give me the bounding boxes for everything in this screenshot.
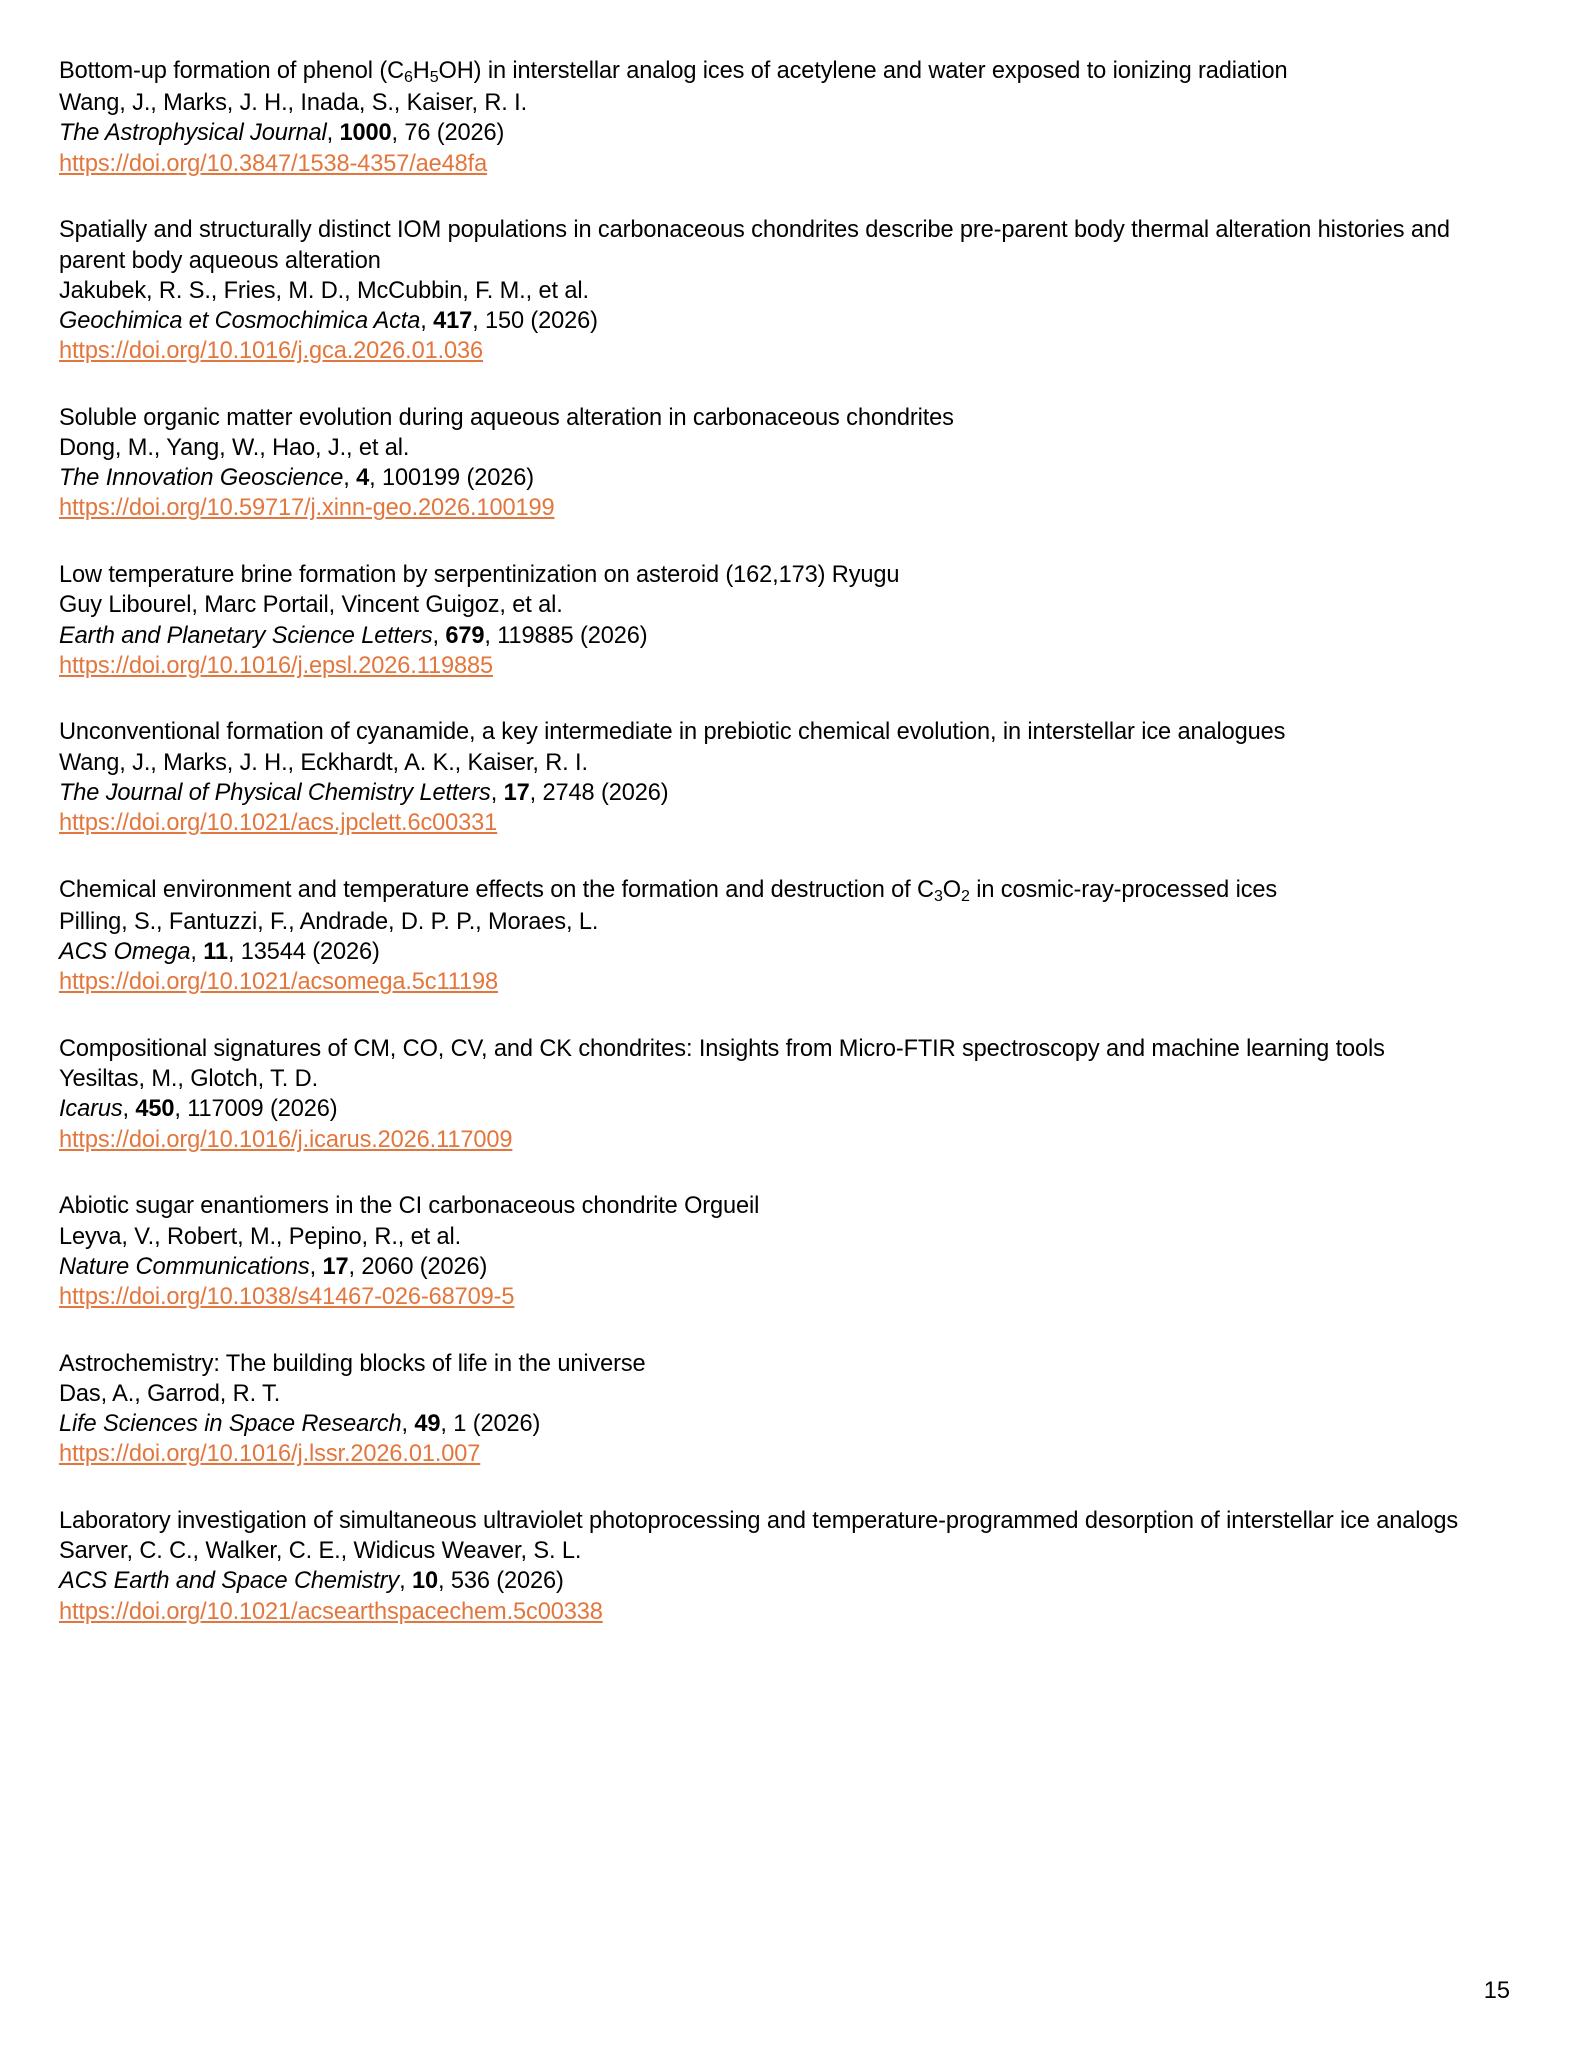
reference-doi-line bbox=[59, 1439, 1512, 1469]
subscript: 5 bbox=[429, 68, 439, 87]
journal-pages-year: , 536 (2026) bbox=[437, 1568, 564, 1595]
journal-pages-year: , 100199 (2026) bbox=[369, 465, 534, 492]
reference-doi-line bbox=[59, 149, 1512, 179]
journal-name: ACS Omega bbox=[59, 939, 191, 966]
reference-authors: Wang, J., Marks, J. H., Inada, S., Kaiser, R. I. bbox=[59, 90, 528, 117]
journal-volume: 1000 bbox=[339, 120, 392, 147]
journal-volume: 49 bbox=[414, 1411, 441, 1438]
reference-doi-line bbox=[59, 1125, 1512, 1155]
reference-doi-line bbox=[59, 651, 1512, 681]
reference-authors: Dong, M., Yang, W., Hao, J., et al. bbox=[59, 435, 410, 462]
journal-name: Earth and Planetary Science Letters bbox=[59, 622, 433, 649]
journal-pages-year: , 117009 (2026) bbox=[174, 1096, 338, 1123]
journal-volume: 10 bbox=[411, 1568, 438, 1595]
doi-link[interactable]: https://doi.org/10.1016/j.gca.2026.01.036 bbox=[59, 338, 484, 365]
reference-authors: Guy Libourel, Marc Portail, Vincent Guigoz, et al. bbox=[59, 592, 563, 619]
reference-entry bbox=[59, 717, 1512, 838]
reference-journal: The Innovation Geoscience, 4, 100199 (2026) bbox=[59, 465, 534, 492]
reference-title: Chemical environment and temperature effects on the formation and destruction of $C_3O_2$ in cosmic-ray-processed ices bbox=[59, 876, 1278, 906]
journal-pages-year: , 2748 (2026) bbox=[529, 779, 669, 806]
journal-volume: 450 bbox=[135, 1096, 175, 1123]
journal-name: Icarus bbox=[59, 1096, 123, 1123]
doi-link[interactable]: https://doi.org/10.59717/j.xinn-geo.2026.100199 bbox=[59, 495, 555, 522]
doi-link[interactable]: https://doi.org/10.1016/j.icarus.2026.117009 bbox=[59, 1126, 513, 1153]
reference-entry bbox=[59, 560, 1512, 681]
reference-doi-line bbox=[59, 808, 1512, 838]
journal-pages-year: , 119885 (2026) bbox=[484, 622, 648, 649]
reference-list bbox=[59, 56, 1512, 1627]
journal-volume: 679 bbox=[445, 622, 485, 649]
reference-journal: Geochimica et Cosmochimica Acta, 417, 150 (2026) bbox=[59, 307, 598, 334]
doi-link[interactable]: https://doi.org/10.1016/j.epsl.2026.119885 bbox=[59, 652, 493, 679]
reference-doi-line bbox=[59, 1282, 1512, 1312]
reference-journal: ACS Earth and Space Chemistry, 10, 536 (2026) bbox=[59, 1568, 564, 1595]
page-number: 15 bbox=[1483, 1978, 1510, 2004]
journal-pages-year: , 76 (2026) bbox=[391, 120, 505, 147]
reference-authors: Das, A., Garrod, R. T. bbox=[59, 1380, 281, 1407]
reference-title: Bottom-up formation of phenol $(C_6H_5OH)$ in interstellar analog ices of acetylene and water exposed to ionizing radiation bbox=[59, 58, 1288, 87]
reference-authors: Sarver, C. C., Walker, C. E., Widicus Weaver, S. L. bbox=[59, 1538, 582, 1565]
journal-pages-year: , 13544 (2026) bbox=[227, 939, 380, 966]
doi-link[interactable]: https://doi.org/10.1021/acs.jpclett.6c00331 bbox=[59, 810, 498, 837]
reference-doi-line bbox=[59, 493, 1512, 523]
reference-title: Compositional signatures of CM, CO, CV, and CK chondrites: Insights from Micro-FTIR spectroscopy and machine learning tools bbox=[59, 1036, 1385, 1063]
journal-volume: 417 bbox=[433, 307, 473, 334]
journal-volume: 17 bbox=[503, 779, 530, 806]
reference-journal: The Astrophysical Journal, 1000, 76 (2026) bbox=[59, 120, 505, 147]
reference-authors: Pilling, S., Fantuzzi, F., Andrade, D. P. P., Moraes, L. bbox=[59, 908, 599, 935]
journal-pages-year: , 2060 (2026) bbox=[348, 1253, 488, 1280]
reference-entry bbox=[59, 215, 1512, 366]
reference-entry bbox=[59, 1349, 1512, 1470]
reference-title: Laboratory investigation of simultaneous ultraviolet photoprocessing and temperature-programmed desorption of interstellar ice analogs bbox=[59, 1508, 1459, 1535]
reference-doi-line bbox=[59, 1597, 1512, 1627]
reference-authors: Wang, J., Marks, J. H., Eckhardt, A. K., Kaiser, R. I. bbox=[59, 749, 588, 776]
reference-title: Unconventional formation of cyanamide, a key intermediate in prebiotic chemical evolution, in interstellar ice analogues bbox=[59, 719, 1286, 746]
journal-name: The Innovation Geoscience bbox=[59, 465, 344, 492]
reference-doi-line bbox=[59, 967, 1512, 997]
subscript: 6 bbox=[404, 68, 413, 87]
reference-authors: Jakubek, R. S., Fries, M. D., McCubbin, F. M., et al. bbox=[59, 277, 589, 304]
journal-name: Life Sciences in Space Research bbox=[59, 1411, 402, 1438]
reference-journal: Earth and Planetary Science Letters, 679, 119885 (2026) bbox=[59, 622, 648, 649]
journal-name: The Astrophysical Journal bbox=[59, 120, 327, 147]
subscript: 2 bbox=[961, 887, 970, 906]
journal-volume: 17 bbox=[322, 1253, 349, 1280]
journal-name: Geochimica et Cosmochimica Acta bbox=[59, 307, 421, 334]
reference-title: Spatially and structurally distinct IOM populations in carbonaceous chondrites describe pre-parent body thermal alteration histories and parent body aqueous alteration bbox=[59, 217, 1450, 274]
journal-pages-year: , 150 (2026) bbox=[472, 307, 598, 334]
reference-entry bbox=[59, 1506, 1512, 1627]
subscript: 3 bbox=[933, 887, 943, 906]
reference-entry bbox=[59, 1191, 1512, 1312]
reference-title: Abiotic sugar enantiomers in the CI carbonaceous chondrite Orgueil bbox=[59, 1193, 760, 1220]
journal-name: Nature Communications bbox=[59, 1253, 310, 1280]
reference-doi-line bbox=[59, 336, 1512, 366]
reference-title: Astrochemistry: The building blocks of life in the universe bbox=[59, 1350, 646, 1377]
doi-link[interactable]: https://doi.org/10.3847/1538-4357/ae48fa bbox=[59, 150, 488, 177]
doi-link[interactable]: https://doi.org/10.1016/j.lssr.2026.01.007 bbox=[59, 1441, 481, 1468]
reference-authors: Leyva, V., Robert, M., Pepino, R., et al. bbox=[59, 1223, 462, 1250]
journal-volume: 11 bbox=[203, 939, 228, 966]
reference-journal: The Journal of Physical Chemistry Letters, 17, 2748 (2026) bbox=[59, 779, 669, 806]
reference-journal: Nature Communications, 17, 2060 (2026) bbox=[59, 1253, 488, 1280]
reference-title: Low temperature brine formation by serpentinization on asteroid (162,173) Ryugu bbox=[59, 562, 900, 589]
reference-title: Soluble organic matter evolution during aqueous alteration in carbonaceous chondrites bbox=[59, 404, 954, 431]
doi-link[interactable]: https://doi.org/10.1021/acsearthspacechem.5c00338 bbox=[59, 1598, 603, 1625]
doi-link[interactable]: https://doi.org/10.1021/acsomega.5c11198 bbox=[59, 969, 498, 996]
journal-name: The Journal of Physical Chemistry Letters bbox=[59, 779, 491, 806]
journal-volume: 4 bbox=[356, 465, 370, 492]
reference-journal: Icarus, 450, 117009 (2026) bbox=[59, 1096, 338, 1123]
journal-pages-year: , 1 (2026) bbox=[440, 1411, 541, 1438]
reference-journal: ACS Omega, 11, 13544 (2026) bbox=[59, 939, 380, 966]
reference-entry bbox=[59, 56, 1512, 179]
doi-link[interactable]: https://doi.org/10.1038/s41467-026-68709-5 bbox=[59, 1284, 515, 1310]
journal-name: ACS Earth and Space Chemistry bbox=[59, 1568, 400, 1595]
reference-entry bbox=[59, 1034, 1512, 1155]
reference-journal: Life Sciences in Space Research, 49, 1 (2026) bbox=[59, 1411, 541, 1438]
reference-authors: Yesiltas, M., Glotch, T. D. bbox=[59, 1066, 319, 1093]
reference-entry bbox=[59, 875, 1512, 998]
reference-entry bbox=[59, 403, 1512, 524]
